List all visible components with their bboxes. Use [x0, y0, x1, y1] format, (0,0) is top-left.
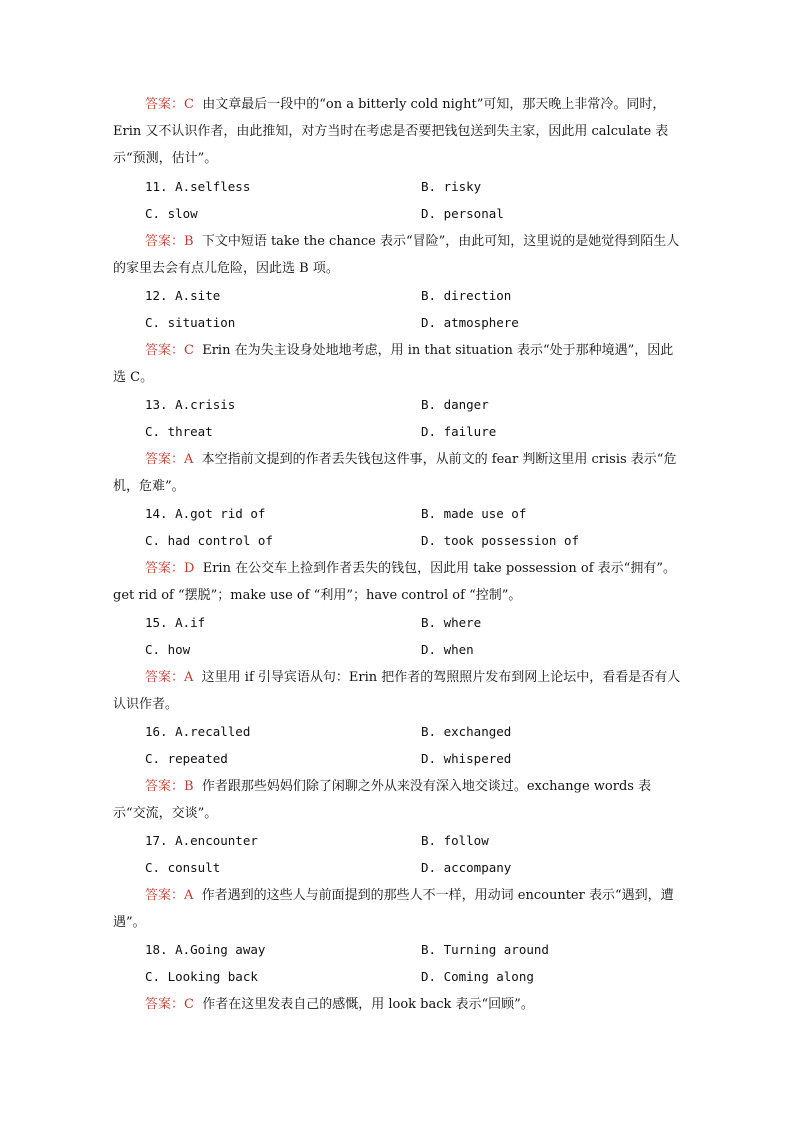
options-row	[145, 424, 685, 444]
answer-label: 答案：B	[145, 234, 194, 249]
option-c: C. consult	[145, 860, 221, 875]
option-d: D. Coming along	[421, 969, 534, 984]
answer-explanation	[113, 228, 683, 282]
option-a: 12. A.site	[145, 288, 221, 303]
options-row	[145, 533, 685, 553]
answer-text: 作者跟那些妈妈们除了闲聊之外从来没有深入地交谈过。exchange words 表示“交流，交谈”。	[113, 779, 652, 821]
options-row	[145, 642, 685, 662]
options-row	[145, 397, 685, 417]
option-c: C. threat	[145, 424, 213, 439]
answer-label: 答案：A	[145, 888, 194, 903]
options-row	[145, 751, 685, 771]
option-b: B. Turning around	[421, 942, 549, 957]
option-a: 17. A.encounter	[145, 833, 258, 848]
option-d: D. when	[421, 642, 474, 657]
option-a: 13. A.crisis	[145, 397, 236, 412]
options-row	[145, 206, 685, 226]
answer-label: 答案：D	[145, 561, 195, 576]
option-d: D. failure	[421, 424, 497, 439]
option-a: 14. A.got rid of	[145, 506, 266, 521]
answer-explanation	[113, 91, 683, 172]
answer-explanation	[113, 991, 683, 1018]
answer-text: 作者在这里发表自己的感慨，用 look back 表示“回顾”。	[202, 997, 534, 1012]
options-row	[145, 724, 685, 744]
option-b: B. made use of	[421, 506, 527, 521]
answer-explanation	[113, 555, 683, 609]
answer-text: Erin 在为失主设身处地地考虑，用 in that situation 表示“处于那种境遇”，因此选 C。	[113, 343, 674, 385]
option-d: D. personal	[421, 206, 504, 221]
options-row	[145, 833, 685, 853]
option-b: B. where	[421, 615, 482, 630]
options-row	[145, 969, 685, 989]
answer-explanation	[113, 446, 683, 500]
answer-text: Erin 在公交车上捡到作者丢失的钱包，因此用 take possession of 表示“拥有”。get rid of “摆脱”；make use of “利用”；have control of “控制”。	[113, 561, 676, 603]
answer-label: 答案：C	[145, 343, 194, 358]
answer-text: 由文章最后一段中的“on a bitterly cold night”可知，那天晚上非常冷。同时，Erin 又不认识作者，由此推知，对方当时在考虑是否要把钱包送到失主家，因此用 calculate 表示“预测，估计”。	[113, 97, 669, 166]
answer-explanation	[113, 337, 683, 391]
answer-text: 下文中短语 take the chance 表示“冒险”，由此可知，这里说的是她觉得到陌生人的家里去会有点儿危险，因此选 B 项。	[113, 234, 680, 276]
answer-label: 答案：B	[145, 779, 194, 794]
option-b: B. danger	[421, 397, 489, 412]
option-c: C. how	[145, 642, 191, 657]
options-row	[145, 315, 685, 335]
option-c: C. repeated	[145, 751, 228, 766]
options-row	[145, 615, 685, 635]
answer-label: 答案：A	[145, 670, 194, 685]
option-a: 11. A.selfless	[145, 179, 251, 194]
option-a: 16. A.recalled	[145, 724, 251, 739]
option-b: B. follow	[421, 833, 489, 848]
option-a: 18. A.Going away	[145, 942, 266, 957]
answer-explanation	[113, 773, 683, 827]
answer-text: 本空指前文提到的作者丢失钱包这件事，从前文的 fear 判断这里用 crisis 表示“危机，危难”。	[113, 452, 677, 494]
answer-label: 答案：A	[145, 452, 194, 467]
answer-label: 答案：C	[145, 997, 194, 1012]
option-b: B. exchanged	[421, 724, 512, 739]
answer-explanation	[113, 882, 683, 936]
answer-text: 这里用 if 引导宾语从句：Erin 把作者的驾照照片发布到网上论坛中，看看是否有人认识作者。	[113, 670, 681, 712]
option-b: B. direction	[421, 288, 512, 303]
answer-label: 答案：C	[145, 97, 194, 112]
options-row	[145, 288, 685, 308]
option-c: C. situation	[145, 315, 236, 330]
options-row	[145, 506, 685, 526]
answer-text: 作者遇到的这些人与前面提到的那些人不一样，用动词 encounter 表示“遇到，遭遇”。	[113, 888, 674, 930]
option-c: C. slow	[145, 206, 198, 221]
option-d: D. atmosphere	[421, 315, 519, 330]
option-d: D. took possession of	[421, 533, 580, 548]
options-row	[145, 860, 685, 880]
options-row	[145, 179, 685, 199]
options-row	[145, 942, 685, 962]
option-d: D. accompany	[421, 860, 512, 875]
option-c: C. had control of	[145, 533, 273, 548]
option-a: 15. A.if	[145, 615, 206, 630]
option-b: B. risky	[421, 179, 482, 194]
option-c: C. Looking back	[145, 969, 258, 984]
answer-explanation	[113, 664, 683, 718]
option-d: D. whispered	[421, 751, 512, 766]
